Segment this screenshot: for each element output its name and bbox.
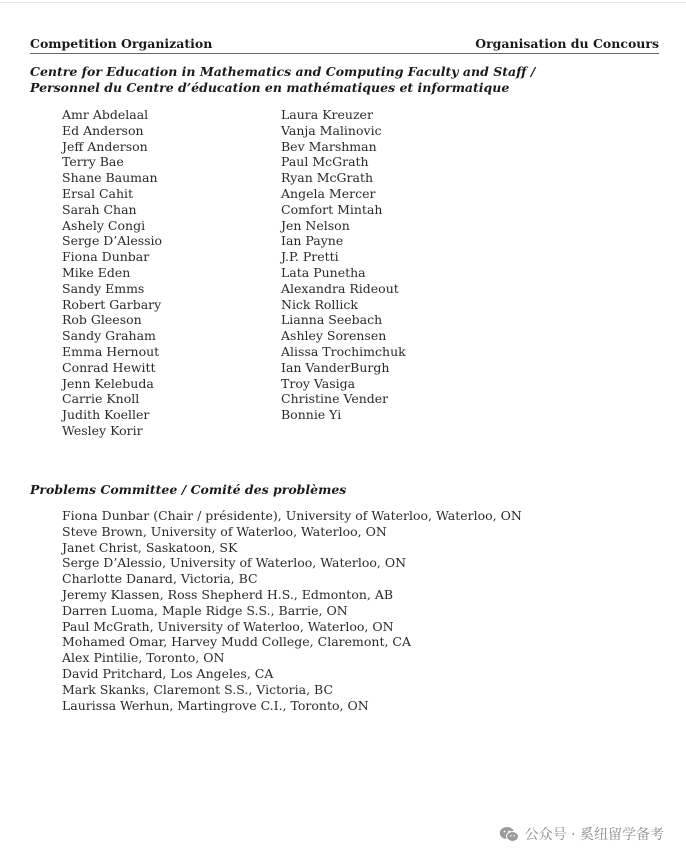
committee-member: Mark Skanks, Claremont S.S., Victoria, BC [62, 681, 334, 697]
staff-name: Serge D’Alessio [62, 233, 163, 249]
committee-member: David Pritchard, Los Angeles, CA [62, 665, 274, 681]
staff-name: Lata Punetha [281, 264, 366, 280]
staff-name: Ian Payne [281, 233, 344, 249]
staff-name: Terry Bae [62, 154, 124, 170]
staff-name: Sarah Chan [62, 201, 137, 217]
staff-name: Alissa Trochimchuk [281, 343, 406, 359]
watermark-text: 公众号 · 奚纽留学备考 [524, 827, 664, 843]
staff-name: Paul McGrath [281, 154, 369, 170]
committee-section-heading: Problems Committee / Comité des problèmes [30, 482, 347, 497]
staff-name: Ersal Cahit [62, 185, 134, 201]
staff-name: Laura Kreuzer [281, 107, 373, 122]
staff-name: Amr Abdelaal [62, 107, 149, 122]
committee-member: Mohamed Omar, Harvey Mudd College, Claremont, CA [62, 634, 412, 650]
staff-name: Lianna Seebach [281, 312, 383, 328]
staff-name: Jenn Kelebuda [62, 375, 154, 391]
staff-name: Judith Koeller [62, 407, 150, 423]
staff-name: Fiona Dunbar [62, 249, 150, 265]
staff-list-left [62, 107, 162, 439]
staff-name: Carrie Knoll [62, 391, 140, 407]
staff-name: Angela Mercer [281, 185, 376, 201]
committee-member: Serge D’Alessio, University of Waterloo, Waterloo, ON [62, 555, 407, 571]
watermark [499, 824, 664, 844]
page-header [30, 36, 659, 52]
staff-name: Ashely Congi [62, 217, 146, 233]
staff-name: Ashley Sorensen [281, 328, 387, 344]
staff-name: Nick Rollick [281, 296, 358, 312]
staff-name: Rob Gleeson [62, 312, 142, 328]
header-left-title: Competition Organization [30, 36, 213, 51]
staff-name: Jeff Anderson [62, 138, 148, 154]
committee-member: Charlotte Danard, Victoria, BC [62, 571, 258, 587]
staff-name: Conrad Hewitt [62, 359, 156, 375]
staff-name: Ryan McGrath [281, 170, 374, 186]
staff-name: Alexandra Rideout [281, 280, 399, 296]
header-right-title: Organisation du Concours [475, 36, 659, 51]
wechat-icon [499, 826, 519, 843]
committee-member-list [62, 508, 522, 713]
staff-name: Emma Hernout [62, 343, 160, 359]
committee-member: Fiona Dunbar (Chair / présidente), University of Waterloo, Waterloo, ON [62, 508, 522, 523]
staff-name: Bonnie Yi [281, 407, 342, 423]
staff-name: Christine Vender [281, 391, 389, 407]
committee-member: Alex Pintilie, Toronto, ON [62, 650, 225, 666]
staff-name: Sandy Emms [62, 280, 145, 296]
staff-name: Bev Marshman [281, 138, 377, 154]
staff-heading-french: Personnel du Centre d’éducation en mathématiques et informatique [30, 80, 510, 95]
staff-list-right [281, 107, 406, 423]
staff-heading-english: Centre for Education in Mathematics and Computing Faculty and Staff / [30, 64, 536, 79]
staff-name: Jen Nelson [281, 217, 350, 233]
committee-member: Janet Christ, Saskatoon, SK [62, 539, 238, 555]
committee-member: Steve Brown, University of Waterloo, Waterloo, ON [62, 523, 387, 539]
committee-member: Laurissa Werhun, Martingrove C.I., Toronto, ON [62, 697, 369, 713]
top-divider [0, 2, 686, 3]
staff-name: Vanja Malinovic [281, 122, 382, 138]
staff-name: Sandy Graham [62, 328, 156, 344]
staff-name: Ed Anderson [62, 122, 144, 138]
staff-name: Ian VanderBurgh [281, 359, 390, 375]
staff-name: Comfort Mintah [281, 201, 383, 217]
committee-member: Darren Luoma, Maple Ridge S.S., Barrie, ON [62, 602, 348, 618]
committee-member: Paul McGrath, University of Waterloo, Waterloo, ON [62, 618, 394, 634]
staff-name: Mike Eden [62, 264, 131, 280]
staff-section-heading [30, 64, 535, 96]
staff-name: Shane Bauman [62, 170, 158, 186]
staff-name: Robert Garbary [62, 296, 162, 312]
staff-name: Troy Vasiga [281, 375, 356, 391]
staff-name: J.P. Pretti [281, 249, 339, 265]
header-divider [30, 53, 659, 54]
staff-name: Wesley Korir [62, 422, 143, 438]
committee-member: Jeremy Klassen, Ross Shepherd H.S., Edmonton, AB [62, 586, 394, 602]
